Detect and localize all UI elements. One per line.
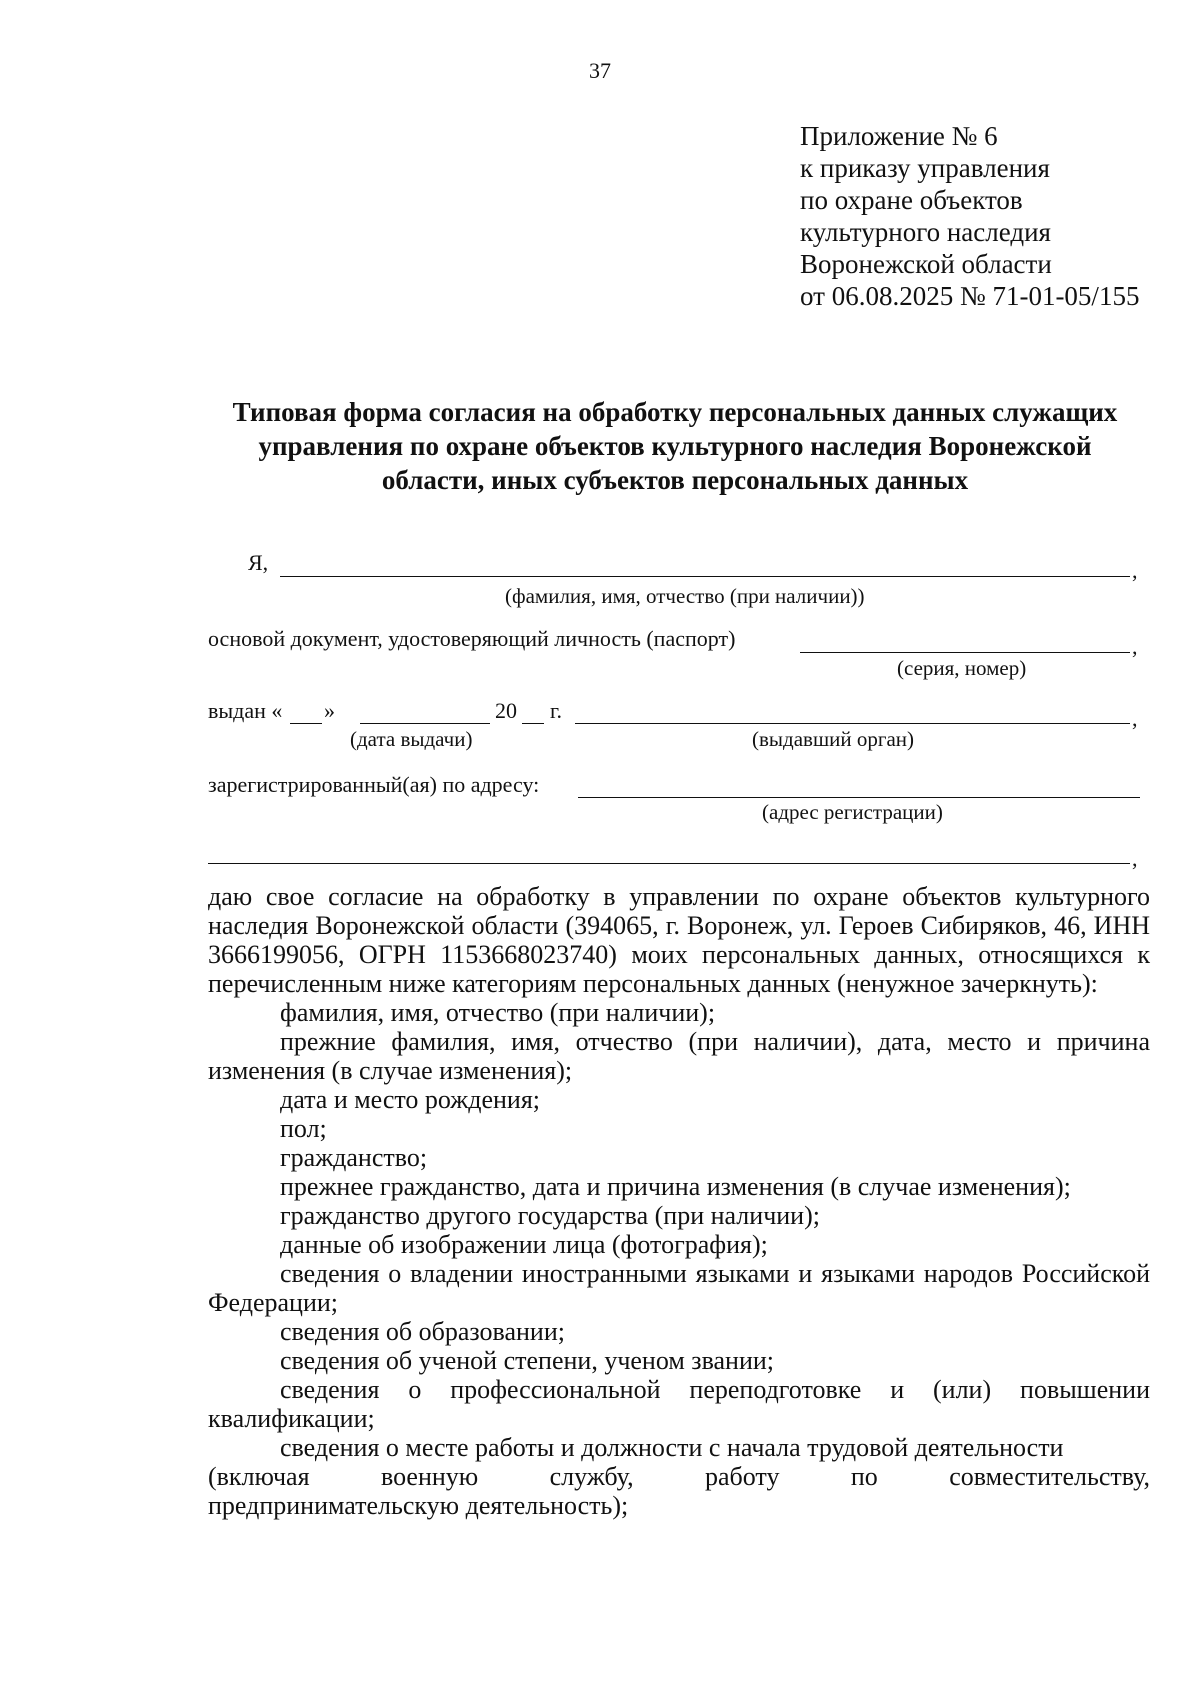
list-item: пол; [280,1114,327,1143]
issue-year-field[interactable] [522,723,544,724]
list-item: сведения о месте работы и должности с начала трудовой деятельности [280,1433,1064,1462]
page-number: 37 [589,58,611,83]
comma: , [1132,846,1138,871]
appendix-line: от 06.08.2025 № 71-01-05/155 [800,281,1140,311]
date-caption: (дата выдачи) [350,727,473,751]
issued-quote: » [324,698,335,723]
ya-label: Я, [248,550,269,575]
consent-intro: даю свое согласие на обработку в управлении по охране объектов культурного наследия Воронежской области (394065, г. Воронеж, ул. Героев Сибиряков, 46, ИНН 3666199056, ОГРН 1153668023740) моих персональных данных, относящихся к перечисленным ниже категориям персональных данных (ненужное зачеркнуть): [208,882,1150,998]
list-item: сведения о владении иностранными языками и языками народов Российской Федерации; [208,1259,1150,1317]
address-label: зарегистрированный(ая) по адресу: [208,772,540,797]
year-suffix: г. [550,698,563,723]
passport-field[interactable] [800,652,1130,653]
appendix-line: Приложение № 6 [800,121,998,151]
year-prefix: 20 [495,698,517,723]
comma: , [1132,706,1138,731]
title-line: Типовая форма согласия на обработку персональных данных служащих [232,397,1118,427]
fio-caption: (фамилия, имя, отчество (при наличии)) [505,584,865,608]
list-item: фамилия, имя, отчество (при наличии); [280,998,716,1027]
list-item: дата и место рождения; [280,1085,541,1114]
appendix-line: по охране объектов [800,185,1023,215]
organ-caption: (выдавший орган) [752,727,915,751]
list-item: гражданство другого государства (при наличии); [280,1201,820,1230]
fio-field[interactable] [280,576,1130,577]
issuing-authority-field[interactable] [575,723,1130,724]
address-caption: (адрес регистрации) [762,800,943,824]
title-line: управления по охране объектов культурного наследия Воронежской [258,431,1092,461]
comma: , [1132,634,1138,659]
appendix-line: Воронежской области [800,249,1052,279]
issue-day-field[interactable] [290,723,322,724]
list-item: гражданство; [280,1143,428,1172]
list-item: (включая военную службу, работу по совместительству, [208,1462,1150,1491]
issued-prefix: выдан « [208,698,283,723]
list-item: предпринимательскую деятельность); [208,1491,629,1520]
consent-text [208,882,1150,1520]
list-item: сведения о профессиональной переподготовке и (или) повышении квалификации; [208,1375,1150,1433]
appendix-line: к приказу управления [800,153,1050,183]
list-item: сведения об образовании; [280,1317,565,1346]
document-label: основой документ, удостоверяющий личность (паспорт) [208,626,736,651]
list-item: сведения об ученой степени, ученом звании; [280,1346,775,1375]
address-continuation-field[interactable] [208,863,1130,864]
list-item: данные об изображении лица (фотография); [280,1230,768,1259]
series-caption: (серия, номер) [897,656,1027,680]
issue-month-field[interactable] [360,723,490,724]
list-item: прежнее гражданство, дата и причина изменения (в случае изменения); [280,1172,1071,1201]
address-field[interactable] [578,797,1140,798]
appendix-line: культурного наследия [800,217,1051,247]
list-item: прежние фамилия, имя, отчество (при наличии), дата, место и причина изменения (в случае изменения); [208,1027,1150,1085]
comma: , [1132,558,1138,583]
title-line: области, иных субъектов персональных данных [381,465,969,495]
